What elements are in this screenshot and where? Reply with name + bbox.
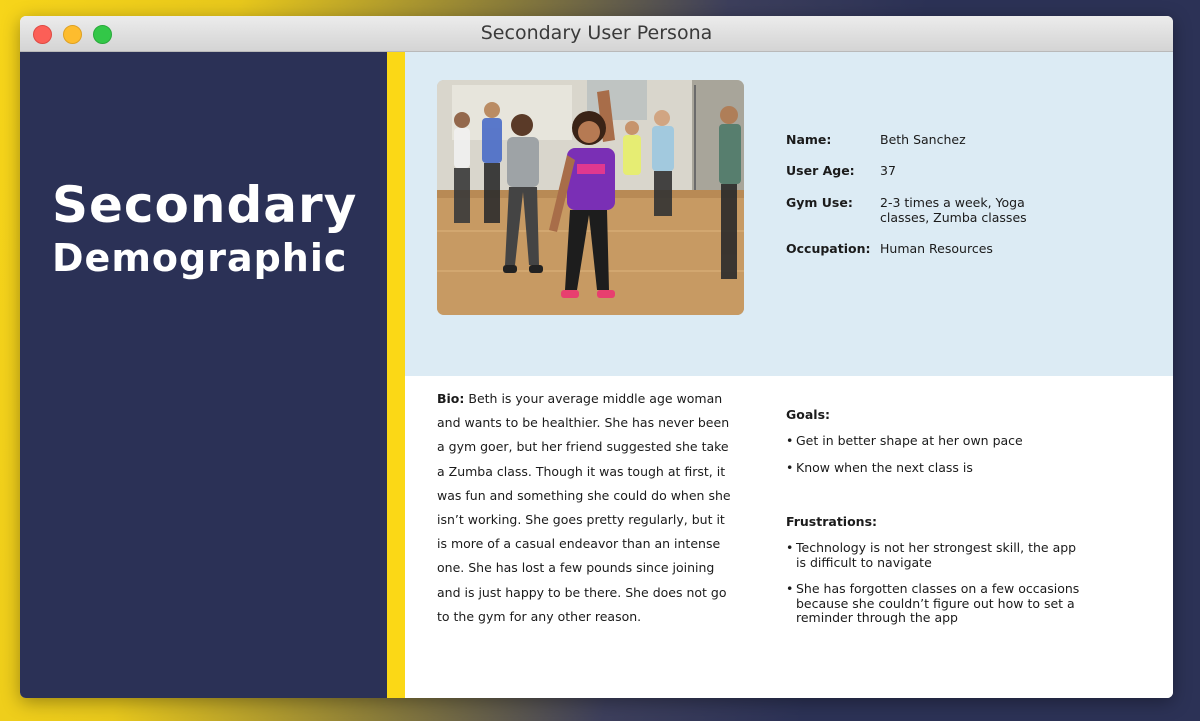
field-value: Human Resources xyxy=(880,241,993,256)
goal-item: • Know when the next class is xyxy=(786,461,1086,476)
window-title: Secondary User Persona xyxy=(480,22,713,44)
accent-stripe xyxy=(387,52,405,698)
sidebar xyxy=(20,52,387,698)
demographic-title xyxy=(52,176,357,282)
field-value: 2-3 times a week, Yoga classes, Zumba classes xyxy=(880,195,1027,225)
goal-item: • Get in better shape at her own pace xyxy=(786,434,1086,449)
bio-body: Beth is your average middle age woman and wants to be healthier. She has never been a gym goer, but her friend suggested she take a Zumba class. Though it was tough at first, it was fun and something she could do when she isn’t working. She goes pretty regularly, but it is more of a casual endeavor than an intense one. She has lost a few pounds since joining and is just happy to be there. She does not go to the gym for any other reason. xyxy=(437,391,731,624)
field-value: Beth Sanchez xyxy=(880,132,966,147)
title-bar xyxy=(20,16,1173,52)
field-label: User Age: xyxy=(786,163,855,178)
bio-text xyxy=(437,387,737,629)
frustrations-heading: Frustrations: xyxy=(786,514,878,529)
frustration-item: • Technology is not her strongest skill, the app is difficult to navigate xyxy=(786,541,1086,570)
goals-heading: Goals: xyxy=(786,407,831,422)
frustration-item: • She has forgotten classes on a few occasions because she couldn’t figure out how to set a reminder through the app xyxy=(786,582,1086,626)
bio-label: Bio: xyxy=(437,391,465,406)
field-value: 37 xyxy=(880,163,896,178)
demographic-title-line2: Demographic xyxy=(52,236,348,280)
field-label: Occupation: xyxy=(786,241,871,256)
field-label: Name: xyxy=(786,132,832,147)
field-label: Gym Use: xyxy=(786,195,853,210)
persona-photo xyxy=(437,80,744,315)
demographic-title-line1: Secondary xyxy=(52,176,358,234)
